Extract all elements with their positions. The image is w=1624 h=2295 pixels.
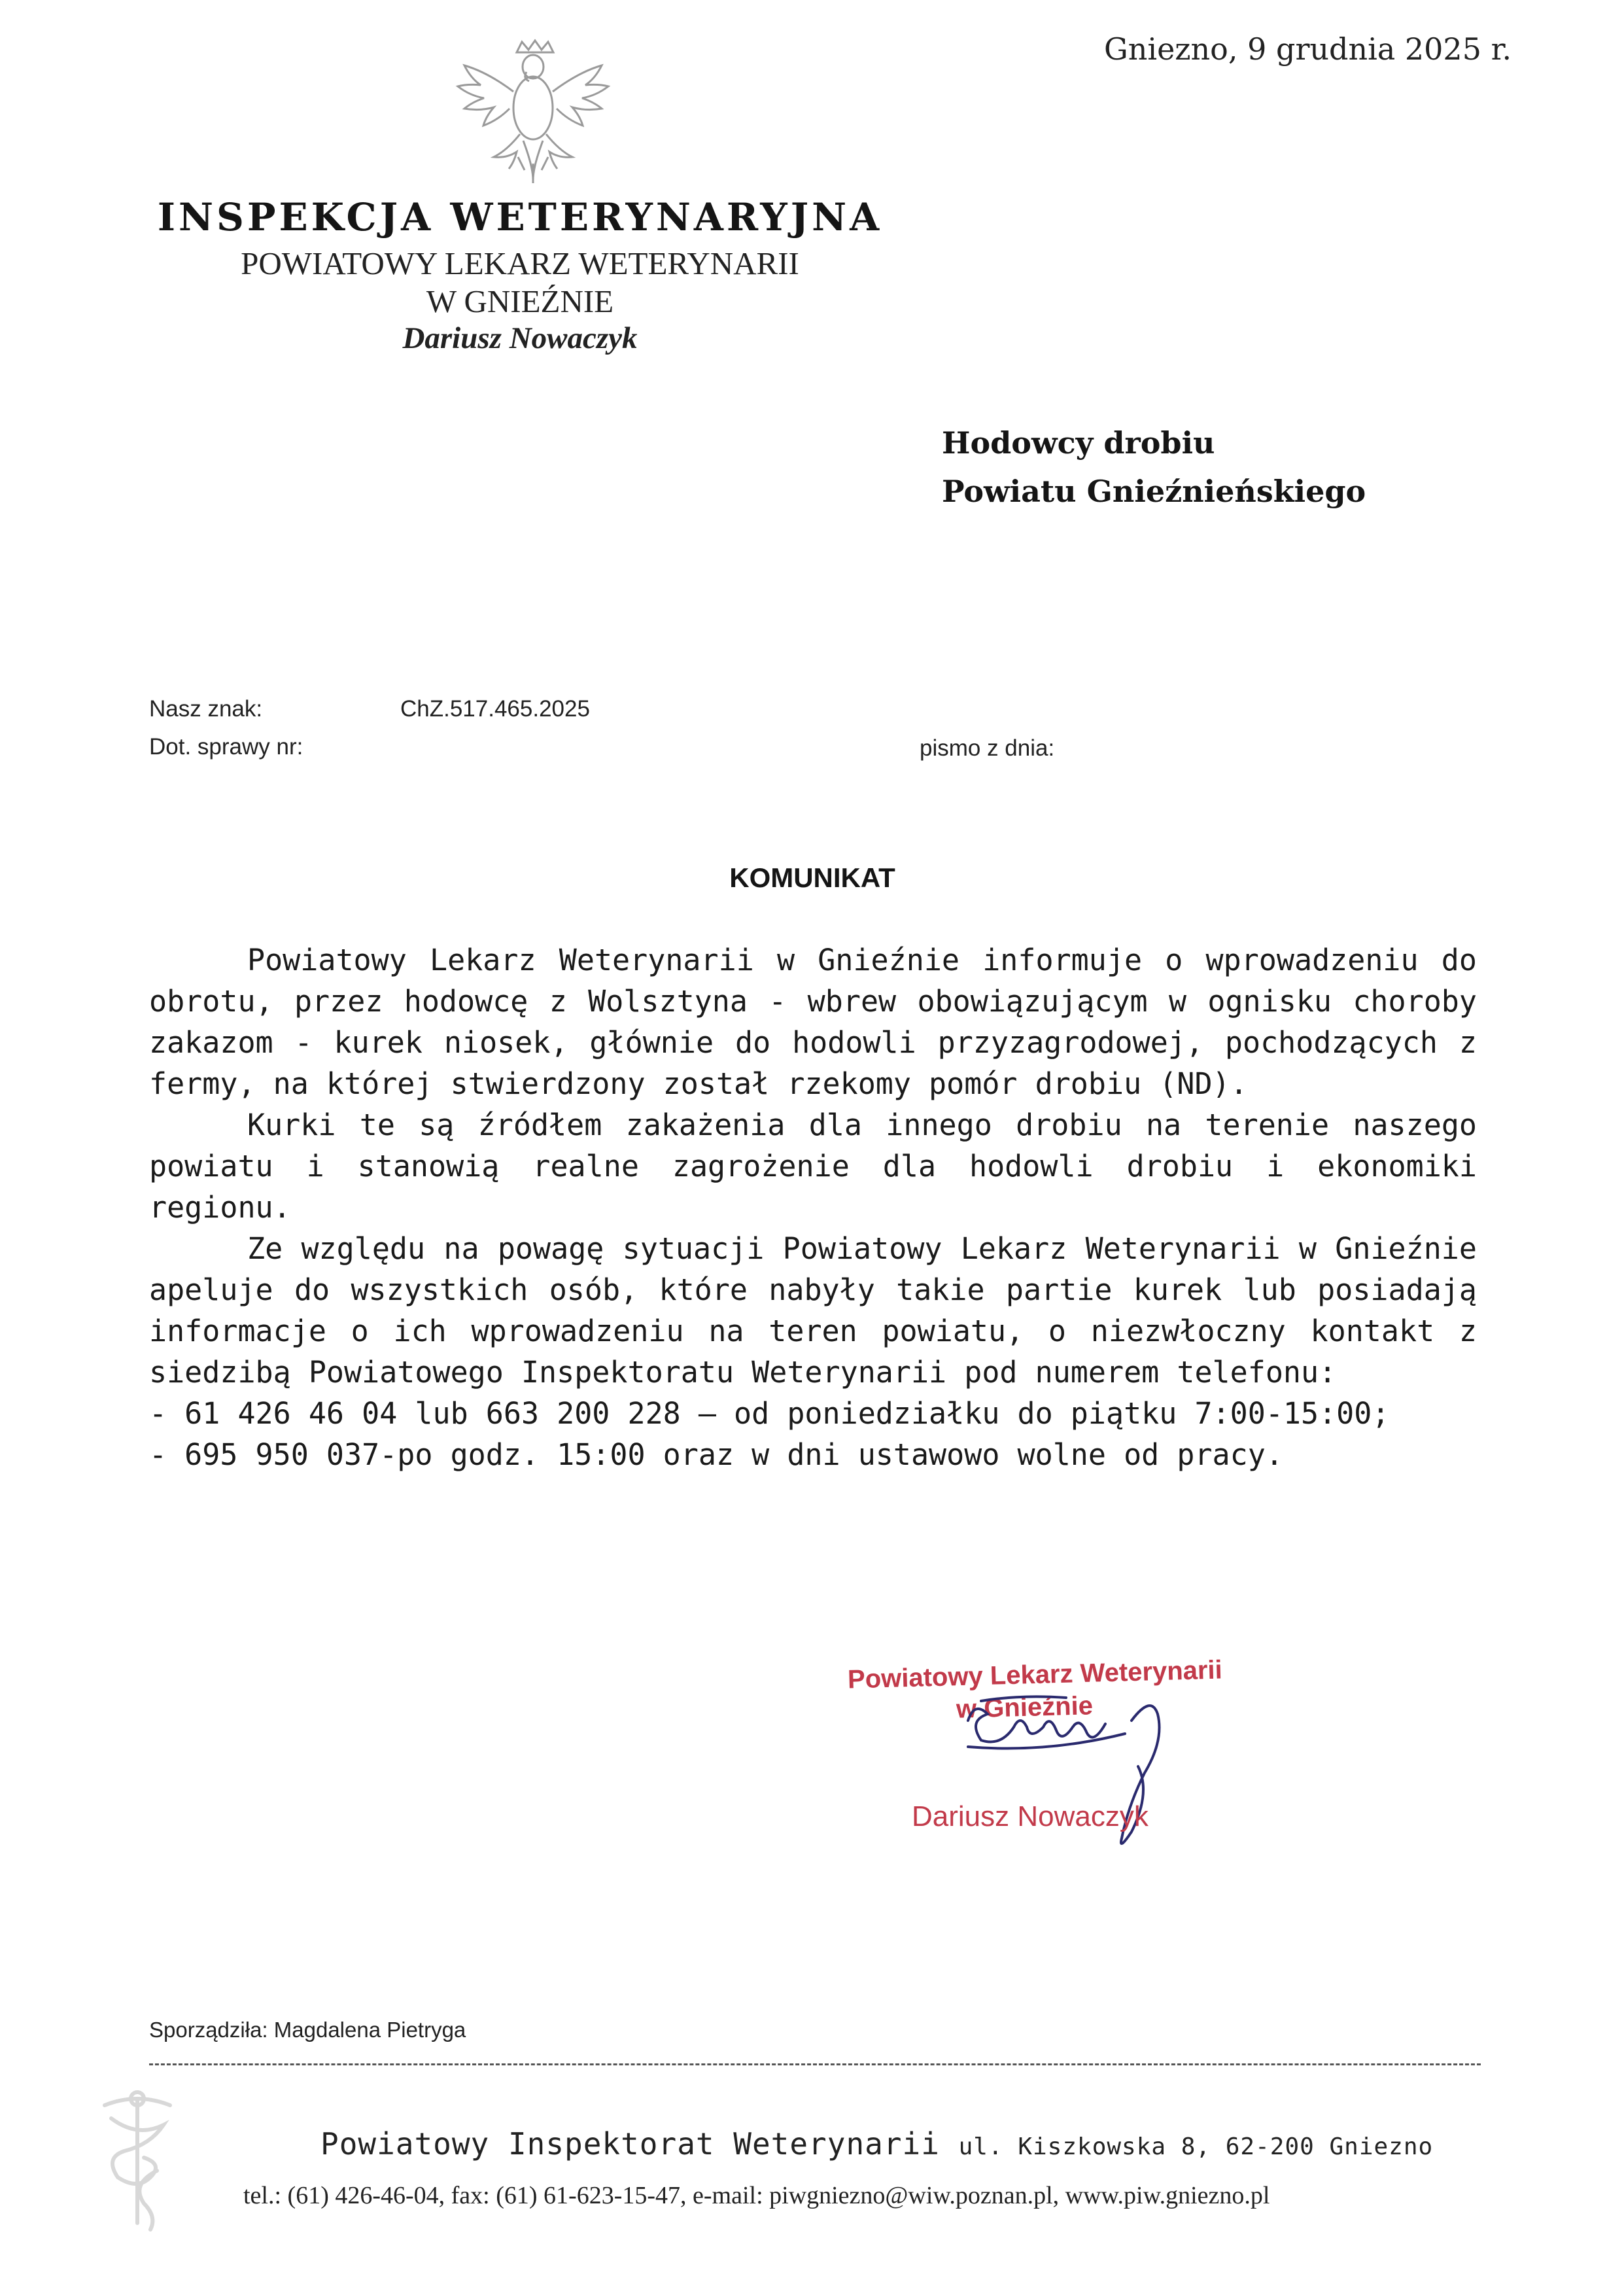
document-body xyxy=(149,939,1477,1475)
our-ref-label: Nasz znak: xyxy=(149,696,263,722)
prepared-by: Sporządziła: Magdalena Pietryga xyxy=(149,2018,466,2042)
body-paragraph: Ze względu na powagę sytuacji Powiatowy Lekarz Weterynarii w Gnieźnie apeluje do wszystkich osób, które nabyły takie partie kurek lub posiadają informacje o ich wprowadzeniu na teren powiatu, o niezwłoczny kontakt z siedzibą Powiatowego Inspektoratu Weterynarii pod numerem telefonu: xyxy=(149,1231,1477,1390)
footer-office xyxy=(320,2126,1433,2162)
footer-office-name: Powiatowy Inspektorat Weterynarii xyxy=(320,2126,940,2162)
footer-address: ul. Kiszkowska 8, 62-200 Gniezno xyxy=(958,2133,1434,2160)
footer-contact: tel.: (61) 426-46-04, fax: (61) 61-623-15-47, e-mail: piwgniezno@wiw.poznan.pl, www.piw.gniezno.pl xyxy=(243,2182,1270,2209)
officer-name: Dariusz Nowaczyk xyxy=(402,321,638,355)
veterinary-caduceus-logo-icon xyxy=(59,2079,216,2236)
body-paragraph: Powiatowy Lekarz Weterynarii w Gnieźnie informuje o wprowadzeniu do obrotu, przez hodowcę z Wolsztyna - wbrew obowiązującym w ognisku choroby zakazom - kurek niosek, głównie do hodowli przyzagrodowej, pochodzących z fermy, na której stwierdzony został rzekomy pomór drobiu (ND). xyxy=(149,943,1477,1101)
office-title: POWIATOWY LEKARZ WETERYNARII xyxy=(241,245,799,281)
official-stamp-name: Dariusz Nowaczyk xyxy=(912,1800,1149,1832)
phone-line: - 61 426 46 04 lub 663 200 228 – od poniedziałku do piątku 7:00-15:00; xyxy=(149,1396,1390,1431)
case-number-label: Dot. sprawy nr: xyxy=(149,734,303,760)
official-stamp-location: w Gnieźnie xyxy=(956,1691,1094,1724)
body-paragraph: Kurki te są źródłem zakażenia dla innego drobiu na terenie naszego powiatu i stanowią realne zagrożenie dla hodowli drobiu i ekonomiki regionu. xyxy=(149,1108,1477,1225)
institution-name: INSPEKCJA WETERYNARYJNA xyxy=(157,195,883,239)
office-location: W GNIEŹNIE xyxy=(426,283,614,319)
addressee xyxy=(942,419,1366,516)
addressee-line: Hodowcy drobiu xyxy=(942,425,1215,461)
official-stamp-title: Powiatowy Lekarz Weterynarii xyxy=(847,1655,1223,1694)
letter-date: Gniezno, 9 grudnia 2025 r. xyxy=(1104,31,1512,67)
polish-eagle-emblem-icon xyxy=(445,26,621,190)
our-ref-value: ChZ.517.465.2025 xyxy=(400,696,590,722)
addressee-line: Powiatu Gnieźnieńskiego xyxy=(942,474,1366,509)
letter-date-label: pismo z dnia: xyxy=(920,735,1055,761)
document-heading: KOMUNIKAT xyxy=(729,862,895,893)
phone-line: - 695 950 037-po godz. 15:00 oraz w dni ustawowo wolne od pracy. xyxy=(149,1437,1283,1472)
footer-divider xyxy=(149,2063,1481,2065)
